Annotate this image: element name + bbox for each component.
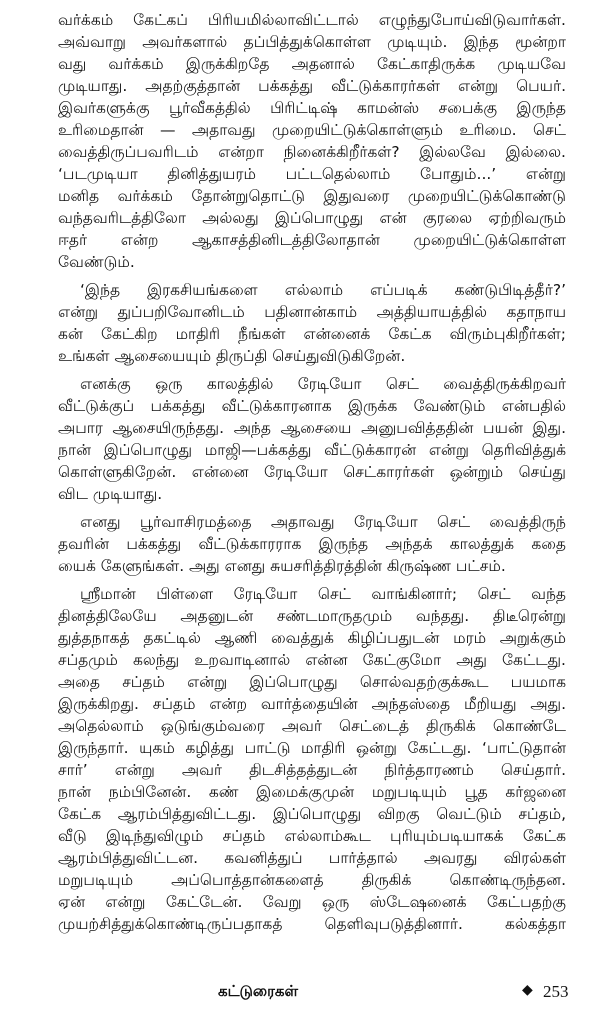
text-line: ஆரம்பித்துவிட்டன. கவனித்துப் பார்த்தால் அவரது விரல்கள் xyxy=(58,849,566,867)
text-line: முடியாது. அதற்குத்தான் பக்கத்து வீட்டுக்காரர்கள் என்று பெயர். xyxy=(58,77,566,95)
text-line: விட முடியாது. xyxy=(58,485,163,503)
paragraph xyxy=(58,583,566,935)
running-footer-title: கட்டுரைகள் xyxy=(218,982,298,1000)
text-line: வீட்டுக்குப் பக்கத்து வீட்டுக்காரனாக இருக்க வேண்டும் என்பதில் xyxy=(58,397,566,415)
text-line: வேண்டும். xyxy=(58,253,135,271)
text-line: வந்தவரிடத்திலோ அல்லது இப்பொழுது என் குரலை ஏற்றிவரும் xyxy=(58,209,566,227)
text-line: எனது பூர்வாசிரமத்தை அதாவது ரேடியோ செட் வைத்திருந் xyxy=(80,513,566,531)
text-line: சார்’ என்று அவர் திடசித்தத்துடன் நிர்த்தாரணம் செய்தார். xyxy=(58,761,566,779)
text-line: சப்தமும் கலந்து உறவாடினால் என்ன கேட்குமோ அது கேட்டது. xyxy=(58,651,566,669)
text-line: இவர்களுக்கு பூர்வீகத்தில் பிரிட்டிஷ் காமன்ஸ் சபைக்கு இருந்த xyxy=(58,99,566,117)
text-line: இருந்தார். யுகம் கழித்து பாட்டு மாதிரி ஒன்று கேட்டது. ‘பாட்டுதான் xyxy=(58,739,566,757)
text-line: மனித வர்க்கம் தோன்றுதொட்டு இதுவரை முறையிட்டுக்கொண்டு xyxy=(58,187,566,205)
text-line: தினத்திலேயே அதனுடன் சண்டமாருதமும் வந்தது. திடீரென்று xyxy=(58,607,566,625)
paragraph xyxy=(58,9,566,273)
text-line: இருக்கிறது. சப்தம் என்ற வார்த்தையின் அந்தஸ்தை மீறியது அது. xyxy=(58,695,566,713)
text-line: வைத்திருப்பவரிடம் என்றா நினைக்கிறீர்கள்? இல்லவே இல்லை. xyxy=(58,143,566,161)
text-line: வீடு இடிந்துவிழும் சப்தம் எல்லாம்கூட புரியும்படியாகக் கேட்க xyxy=(58,827,566,845)
text-line: என்று துப்பறிவோனிடம் பதினான்காம் அத்தியாயத்தில் கதாநாய xyxy=(58,303,566,321)
page-number: 253 xyxy=(543,982,569,1001)
text-line: எனக்கு ஒரு காலத்தில் ரேடியோ செட் வைத்திருக்கிறவர் xyxy=(80,375,566,393)
paragraph xyxy=(58,511,566,577)
paragraph xyxy=(58,279,566,367)
text-line: வது வர்க்கம் இருக்கிறதே அதனால் கேட்காதிருக்க முடியவே xyxy=(58,55,566,73)
page-footer xyxy=(0,982,600,1006)
text-line: ‘படமுடியா தினித்துயரம் பட்டதெல்லாம் போதும்...’ என்று xyxy=(58,165,566,183)
text-line: துத்தநாகத் தகட்டில் ஆணி வைத்துக் கிழிப்பதுடன் மரம் அறுக்கும் xyxy=(58,629,566,647)
text-line: நான் இப்பொழுது மாஜி—பக்கத்து வீட்டுக்காரன் என்று தெரிவித்துக் xyxy=(58,441,566,459)
text-line: வர்க்கம் கேட்கப் பிரியமில்லாவிட்டால் எழுந்துபோய்விடுவார்கள். xyxy=(58,11,566,29)
text-line: ஈதர் என்ற ஆகாசத்தினிடத்திலோதான் முறையிட்டுக்கொள்ள xyxy=(58,231,566,249)
text-line: உங்கள் ஆசையையும் திருப்தி செய்துவிடுகிறேன். xyxy=(58,347,406,365)
diamond-ornament-icon: ◆ xyxy=(522,982,533,998)
text-line: அதெல்லாம் ஒடுங்கும்வரை அவர் செட்டைத் திருகிக் கொண்டே xyxy=(58,717,566,735)
text-line: கேட்க ஆரம்பித்துவிட்டது. இப்பொழுது விறகு வெட்டும் சப்தம், xyxy=(58,805,566,823)
text-line: கன் கேட்கிற மாதிரி நீங்கள் என்னைக் கேட்க விரும்புகிறீர்கள்; xyxy=(58,325,566,343)
text-line: தவரின் பக்கத்து வீட்டுக்காரராக இருந்த அந்தக் காலத்துக் கதை xyxy=(58,535,566,553)
text-line: ‘இந்த இரகசியங்களை எல்லாம் எப்படிக் கண்டுபிடித்தீர்?’ xyxy=(80,281,566,299)
text-line: ஸ்ரீமான் பிள்ளை ரேடியோ செட் வாங்கினார்; செட் வந்த xyxy=(80,585,566,603)
text-line: முயற்சித்துக்கொண்டிருப்பதாகத் தெளிவுபடுத்தினார். கல்கத்தா xyxy=(58,915,566,933)
text-line: ஏன் என்று கேட்டேன். வேறு ஒரு ஸ்டேஷனைக் கேட்பதற்கு xyxy=(58,893,566,911)
text-line: கொள்ளுகிறேன். என்னை ரேடியோ செட்காரர்கள் ஒன்றும் செய்து xyxy=(58,463,566,481)
text-line: உரிமைதான் — அதாவது முறையிட்டுக்கொள்ளும் உரிமை. செட் xyxy=(58,121,566,139)
text-line: அவ்வாறு அவர்களால் தப்பித்துக்கொள்ள முடியும். இந்த மூன்றா xyxy=(58,33,566,51)
paragraph xyxy=(58,373,566,505)
text-line: மறுபடியும் அப்பொத்தான்களைத் திருகிக் கொண்டிருந்தன. xyxy=(58,871,566,889)
body-text xyxy=(58,9,566,941)
text-line: யைக் கேளுங்கள். அது எனது சுயசரித்திரத்தின் கிருஷ்ண பட்சம். xyxy=(58,557,506,575)
text-line: அபார ஆசையிருந்தது. அந்த ஆசையை அனுபவித்ததின் பயன் இது. xyxy=(58,419,566,437)
text-line: அதை சப்தம் என்று இப்பொழுது சொல்வதற்குக்கூட பயமாக xyxy=(58,673,566,691)
text-line: நான் நம்பினேன். கண் இமைக்குமுன் மறுபடியும் பூத கர்ஜனை xyxy=(58,783,566,801)
